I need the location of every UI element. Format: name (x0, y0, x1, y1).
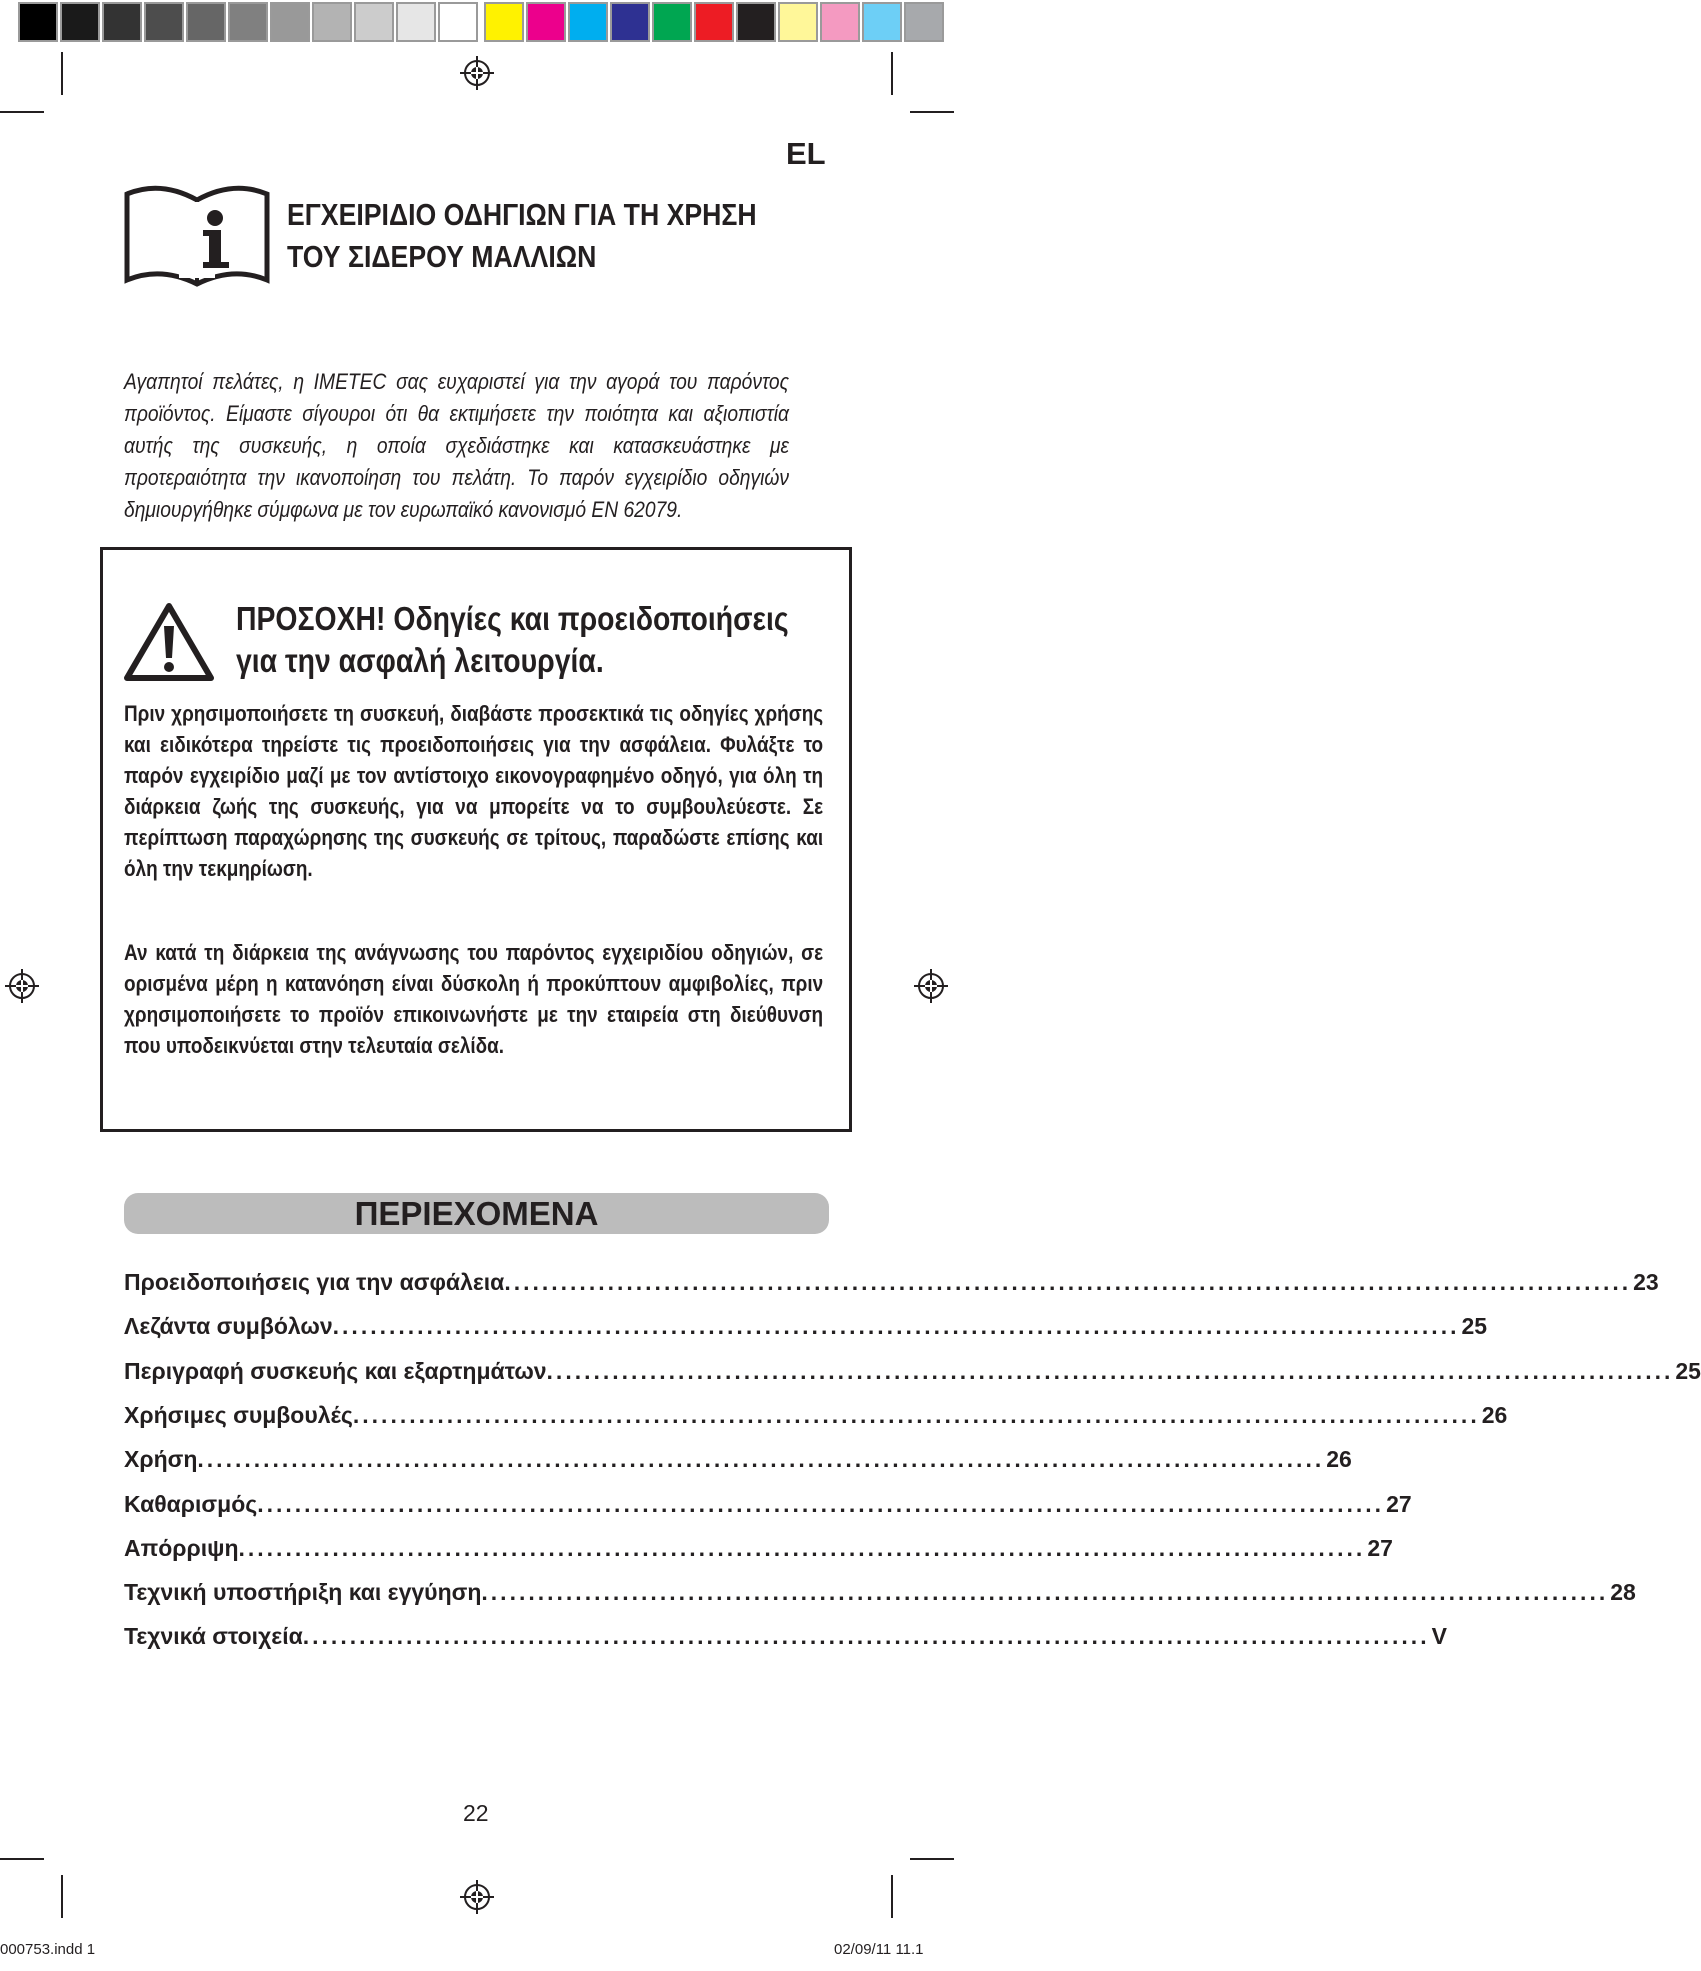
toc-entry-page: 28 (1610, 1579, 1636, 1606)
registration-mark-icon (5, 969, 39, 1003)
color-swatch (186, 2, 226, 42)
intro-text: Αγαπητοί πελάτες, η IMETEC σας ευχαριστεί για την αγορά του παρόντος προϊόντος. Είμαστε σίγουροι ότι θα εκτιμήσετε την ποιότητα και αξιοπιστία αυτής της συσκευής, η οποία σχεδιάστηκε και κατασκευάστηκε με προτεραιότητα την ικανοποίηση του πελάτη. Το παρόν εγχειρίδιο οδηγιών δημιουργήθηκε σύμφωνα με τον ευρωπαϊκό κανονισμό EN 62079. (124, 369, 789, 522)
toc-entry-label: Προειδοποιήσεις για την ασφάλεια (124, 1269, 505, 1295)
toc-entry-label: Τεχνικά στοιχεία (124, 1623, 303, 1650)
crop-mark (61, 1875, 63, 1918)
safety-warning-box (100, 547, 852, 1132)
info-book-icon (123, 184, 271, 288)
toc-entry (124, 1310, 1488, 1342)
color-swatch (736, 2, 776, 42)
warning-triangle-icon (123, 600, 215, 684)
registration-mark-icon (460, 56, 494, 90)
toc-entry-label: Χρήσιμες συμβουλές (124, 1401, 353, 1428)
registration-mark-icon (914, 969, 948, 1003)
toc-entry-page: 25 (1675, 1357, 1701, 1384)
warning-title-line: για την ασφαλή λειτουργία. (236, 642, 604, 679)
toc-entry-page: 27 (1367, 1534, 1393, 1561)
process-color-bar (484, 2, 946, 42)
toc-leader-dots: ........................................................................................................................ (302, 1623, 1430, 1650)
toc-leader-dots: ........................................................................................................................ (257, 1490, 1385, 1517)
toc-entry-page: 26 (1481, 1401, 1508, 1428)
toc-entry-page: 25 (1461, 1313, 1488, 1340)
toc-entry-label: Λεζάντα συμβόλων (124, 1313, 333, 1340)
intro-paragraph (124, 366, 829, 531)
warning-title-line: ΠΡΟΣΟΧΗ! Οδηγίες και προειδοποιήσεις (236, 600, 789, 637)
color-swatch (904, 2, 944, 42)
toc-leader-dots: ........................................................................................................................ (546, 1357, 1674, 1384)
toc-entry-label: Απόρριψη (124, 1534, 239, 1561)
language-code: EL (786, 136, 826, 171)
color-swatch (778, 2, 818, 42)
toc-entry-page: 26 (1326, 1446, 1352, 1473)
warning-text: Πριν χρησιμοποιήσετε τη συσκευή, διαβάστε προσεκτικά τις οδηγίες χρήσης και ειδικότερα τηρείστε τις προειδοποιήσεις για την ασφάλεια. Φυλάξτε το παρόν εγχειρίδιο μαζί με τον αντίστοιχο εικονογραφημένο οδηγό, για όλη τη διάρκεια ζωής της συσκευής, για να μπορείτε να το συμβουλεύεστε. Σε περίπτωση παραχώρησης της συσκευής σε τρίτους, παραδώστε επίσης και όλη την τεκμηρίωση. (124, 701, 824, 881)
warning-paragraph-1 (124, 698, 827, 884)
toc-entry (124, 1399, 1508, 1431)
color-swatch (568, 2, 608, 42)
crop-mark (0, 1858, 44, 1860)
color-swatch (820, 2, 860, 42)
registration-mark-icon (460, 1880, 494, 1914)
title-line: ΤΟΥ ΣΙΔΕΡΟΥ ΜΑΛΛΙΩΝ (287, 239, 597, 274)
crop-mark (0, 111, 44, 113)
crop-mark (61, 52, 63, 95)
toc-leader-dots: ........................................................................................................................ (352, 1401, 1480, 1428)
color-swatch (354, 2, 394, 42)
page-title (287, 194, 833, 278)
color-swatch (312, 2, 352, 42)
toc-entry-label: Περιγραφή συσκευής και εξαρτημάτων (124, 1357, 547, 1384)
color-swatch (526, 2, 566, 42)
color-swatch (438, 2, 478, 42)
toc-entry-label: Καθαρισμός (124, 1490, 258, 1517)
color-swatch (18, 2, 58, 42)
toc-leader-dots: ........................................................................................................................ (197, 1446, 1325, 1473)
color-swatch (610, 2, 650, 42)
date-slug: 02/09/11 11.1 (834, 1941, 924, 1958)
toc-leader-dots: ........................................................................................................................ (238, 1534, 1366, 1561)
toc-leader-dots: ........................................................................................................................ (504, 1269, 1632, 1295)
toc-entry (124, 1620, 1447, 1652)
crop-mark (910, 1858, 954, 1860)
file-slug: 000753.indd 1 (0, 1941, 96, 1958)
color-swatch (862, 2, 902, 42)
page-number: 22 (463, 1800, 489, 1826)
toc-entry (124, 1355, 1701, 1387)
toc-heading-bar (124, 1193, 829, 1234)
color-swatch (484, 2, 524, 42)
toc-entry-page: V (1431, 1623, 1447, 1650)
toc-heading: ΠΕΡΙΕΧΟΜΕΝΑ (354, 1195, 599, 1232)
color-swatch (102, 2, 142, 42)
color-swatch (270, 2, 310, 42)
toc-entry-page: 27 (1386, 1490, 1412, 1517)
toc-entry-label: Χρήση (124, 1446, 198, 1473)
color-swatch (694, 2, 734, 42)
title-line: ΕΓΧΕΙΡΙΔΙΟ ΟΔΗΓΙΩΝ ΓΙΑ ΤΗ ΧΡΗΣΗ (287, 197, 757, 232)
toc-leader-dots: ........................................................................................................................ (481, 1579, 1609, 1606)
toc-leader-dots: ........................................................................................................................ (332, 1313, 1460, 1340)
toc-entry (124, 1443, 1352, 1475)
grayscale-color-bar (18, 2, 480, 42)
color-swatch (144, 2, 184, 42)
color-swatch (228, 2, 268, 42)
toc-entry (124, 1576, 1636, 1608)
color-swatch (652, 2, 692, 42)
toc-entry (124, 1532, 1393, 1564)
toc-entry (124, 1266, 1659, 1298)
toc-entry-page: 23 (1633, 1269, 1659, 1295)
toc-entry (124, 1488, 1412, 1520)
warning-paragraph-2 (124, 937, 827, 1061)
toc-entry-label: Τεχνική υποστήριξη και εγγύηση (124, 1579, 482, 1606)
crop-mark (891, 52, 893, 95)
color-swatch (396, 2, 436, 42)
color-swatch (60, 2, 100, 42)
warning-title (236, 598, 879, 682)
crop-mark (891, 1875, 893, 1918)
warning-text: Αν κατά τη διάρκεια της ανάγνωσης του παρόντος εγχειριδίου οδηγιών, σε ορισμένα μέρη η κατανόηση είναι δύσκολη ή προκύπτουν αμφιβολίες, πριν χρησιμοποιήσετε το προϊόν επικοινωνήστε με την εταιρεία στη διεύθυνση που υποδεικνύεται στην τελευταία σελίδα. (124, 940, 824, 1058)
crop-mark (910, 111, 954, 113)
